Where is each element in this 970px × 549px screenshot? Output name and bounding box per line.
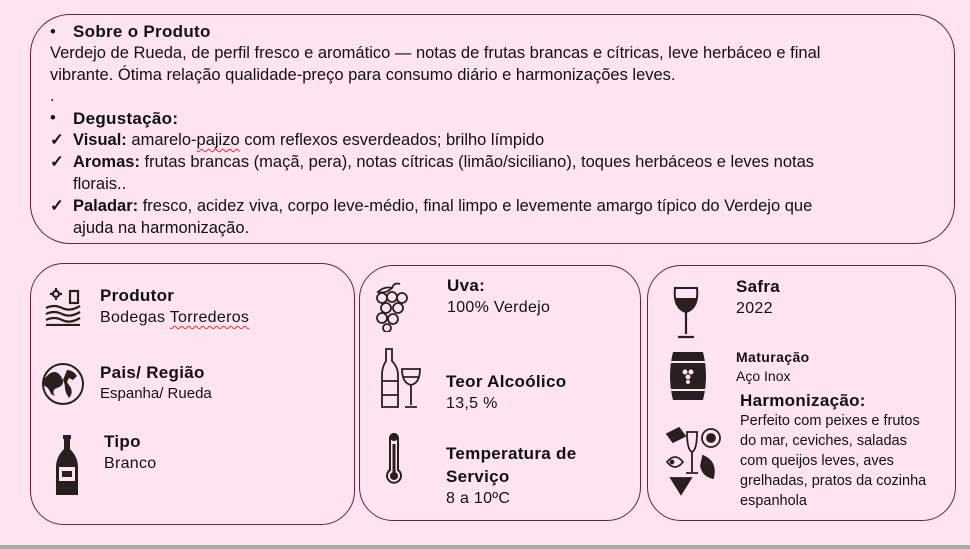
producer-value-a: Bodegas	[100, 309, 170, 326]
aromas-label: Aromas:	[73, 153, 140, 171]
aging-value: Aço Inox	[736, 368, 791, 384]
pairing-line3: com queijos leves, aves	[740, 453, 894, 469]
aromas-check-icon: ✓	[50, 153, 64, 171]
aromas-row	[73, 152, 814, 173]
alcohol-value: 13,5 %	[446, 395, 498, 412]
type-label: Tipo	[104, 432, 141, 451]
vintage-label: Safra	[736, 277, 781, 296]
palate-row	[73, 196, 812, 217]
barrel-icon	[667, 350, 709, 402]
visual-text-b: pajizo	[196, 131, 240, 149]
vintage-value: 2022	[736, 300, 773, 317]
tasting-bullet: •	[50, 109, 56, 127]
palate-check-icon: ✓	[50, 197, 64, 215]
alcohol-label: Teor Alcoólico	[446, 372, 567, 391]
grape-label: Uva:	[447, 276, 486, 295]
visual-row	[73, 130, 544, 151]
winery-vineyard-icon	[44, 288, 82, 326]
wine-glass-icon	[672, 286, 700, 340]
country-label: Pais/ Região	[100, 363, 205, 382]
bottom-divider	[0, 545, 970, 549]
thermometer-icon	[385, 432, 403, 488]
visual-text-a: amarelo-	[131, 131, 197, 149]
palate-label: Paladar:	[73, 197, 139, 215]
palate-line2: ajuda na harmonização.	[73, 219, 250, 237]
palate-line1: fresco, acidez viva, corpo leve-médio, final limpo e levemente amargo típico do Verdejo que	[142, 197, 813, 215]
temperature-value: 8 a 10ºC	[446, 490, 511, 507]
aromas-line1: frutas brancas (maçã, pera), notas cítricas (limão/siciliano), toques herbáceos e leves notas	[144, 153, 815, 171]
grape-value: 100% Verdejo	[447, 299, 551, 316]
visual-check-icon: ✓	[50, 131, 64, 149]
visual-text-c: com reflexos esverdeados; brilho límpido	[239, 131, 545, 149]
country-value: Espanha/ Rueda	[100, 385, 212, 402]
about-bullet: •	[50, 23, 56, 41]
pairing-line5: espanhola	[740, 493, 807, 509]
pairing-line2: do mar, ceviches, saladas	[740, 433, 907, 449]
wine-bottle-icon	[54, 433, 80, 497]
producer-value-b: Torrederos	[169, 309, 250, 326]
visual-label: Visual:	[73, 131, 127, 149]
temperature-label-line1: Temperatura de	[446, 444, 577, 463]
pairing-line1: Perfeito com peixes e frutos	[740, 413, 920, 429]
temperature-label-line2: Serviço	[446, 467, 510, 486]
food-pairing-icon	[665, 426, 723, 498]
about-dot: .	[50, 87, 55, 105]
about-text-line2: vibrante. Ótima relação qualidade-preço para consumo diário e harmonizações leves.	[50, 66, 676, 84]
producer-label: Produtor	[100, 286, 175, 305]
about-text-line1: Verdejo de Rueda, de perfil fresco e aromático — notas de frutas brancas e cítricas, leve herbáceo e final	[50, 44, 821, 62]
bottle-and-glass-icon	[380, 347, 424, 409]
about-title: Sobre o Produto	[73, 22, 211, 41]
aging-label: Maturação	[736, 349, 810, 365]
aromas-line2: florais..	[73, 175, 127, 193]
tasting-title: Degustação:	[73, 109, 179, 128]
globe-icon	[41, 362, 85, 406]
pairing-label: Harmonização:	[740, 391, 866, 410]
pairing-line4: grelhadas, pratos da cozinha	[740, 473, 927, 489]
type-value: Branco	[104, 455, 157, 472]
producer-value	[100, 307, 249, 328]
grapes-icon	[372, 282, 414, 332]
